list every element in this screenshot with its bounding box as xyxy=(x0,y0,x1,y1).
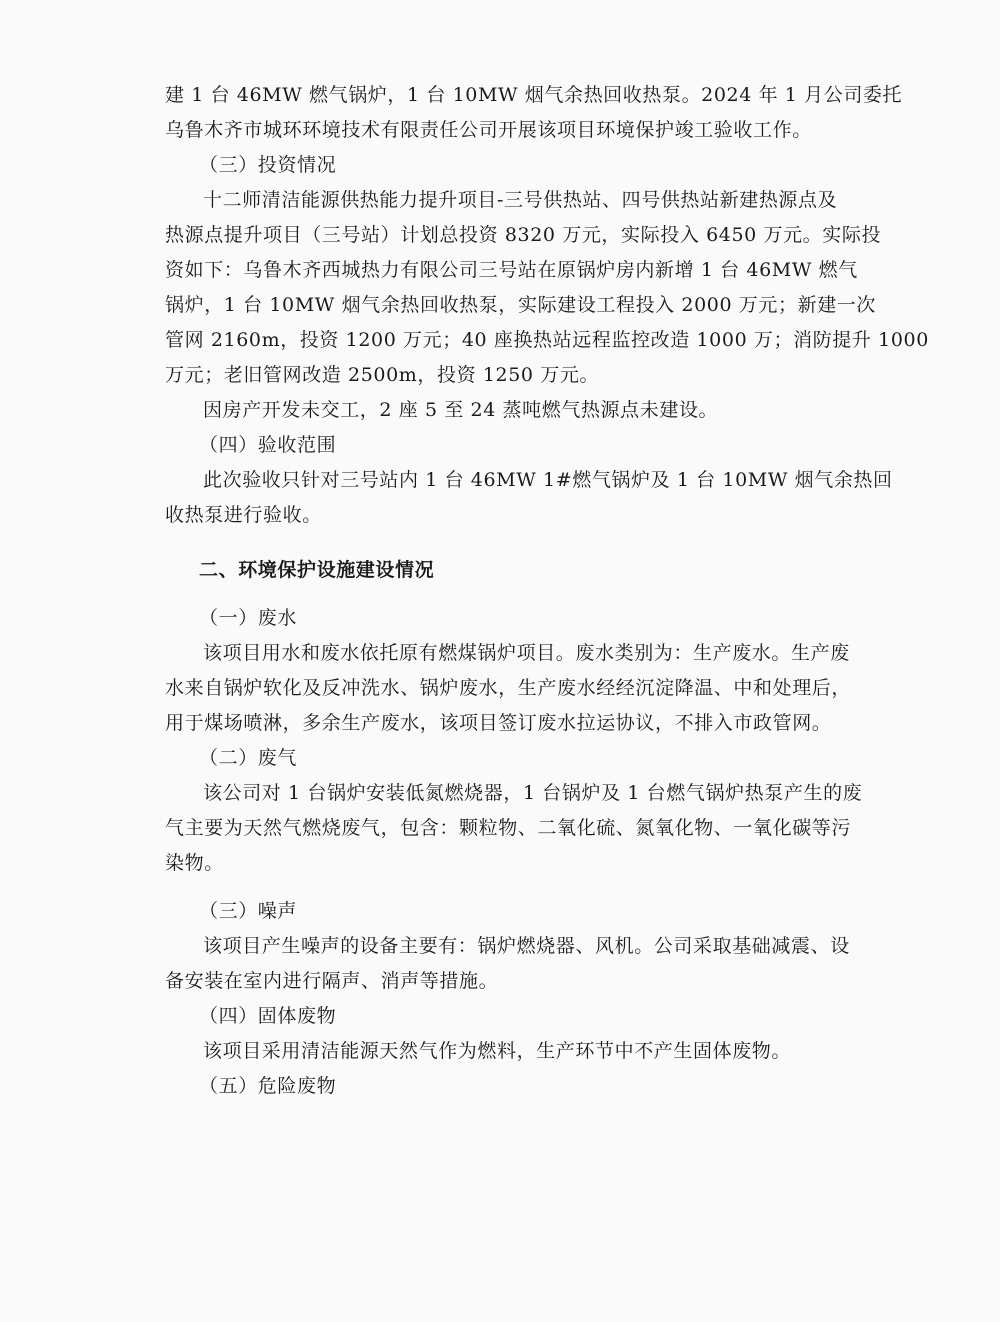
solid-waste-heading: （四）固体废物 xyxy=(199,1005,337,1027)
investment-line-2: 热源点提升项目（三号站）计划总投资 8320 万元，实际投入 6450 万元。实际投 xyxy=(165,224,882,246)
hazardous-waste-heading: （五）危险废物 xyxy=(199,1075,337,1097)
intro-line-1: 建 1 台 46MW 燃气锅炉，1 台 10MW 烟气余热回收热泵。2024 年 1 月公司委托 xyxy=(165,84,903,106)
wastewater-line-2: 水来自锅炉软化及反冲洗水、锅炉废水，生产废水经经沉淀降温、中和处理后， xyxy=(165,677,852,699)
waste-gas-heading: （二）废气 xyxy=(199,747,298,769)
scope-line-1: 此次验收只针对三号站内 1 台 46MW 1#燃气锅炉及 1 台 10MW 烟气余热回 xyxy=(203,469,893,491)
section-gap xyxy=(165,881,850,894)
section-gap xyxy=(165,533,850,553)
investment-note: 因房产开发未交工，2 座 5 至 24 蒸吨燃气热源点未建设。 xyxy=(203,399,719,421)
wastewater-line-3: 用于煤场喷淋，多余生产废水，该项目签订废水拉运协议，不排入市政管网。 xyxy=(165,712,832,734)
waste-gas-line-1: 该公司对 1 台锅炉安装低氮燃烧器，1 台锅炉及 1 台燃气锅炉热泵产生的废 xyxy=(203,782,863,804)
noise-line-1: 该项目产生噪声的设备主要有：锅炉燃烧器、风机。公司采取基础减震、设 xyxy=(203,935,850,957)
noise-line-2: 备安装在室内进行隔声、消声等措施。 xyxy=(165,970,499,992)
section-gap xyxy=(165,588,850,601)
wastewater-heading: （一）废水 xyxy=(199,607,298,629)
scope-heading: （四）验收范围 xyxy=(199,434,337,456)
intro-line-2: 乌鲁木齐市城环环境技术有限责任公司开展该项目环境保护竣工验收工作。 xyxy=(165,119,812,141)
solid-waste-line-1: 该项目采用清洁能源天然气作为燃料，生产环节中不产生固体废物。 xyxy=(203,1040,792,1062)
chapter-2-heading: 二、环境保护设施建设情况 xyxy=(199,559,435,581)
scope-line-2: 收热泵进行验收。 xyxy=(165,504,322,526)
noise-heading: （三）噪声 xyxy=(199,900,298,922)
investment-line-5: 管网 2160m，投资 1200 万元；40 座换热站远程监控改造 1000 万；消防提升 1000 xyxy=(165,329,929,351)
wastewater-line-1: 该项目用水和废水依托原有燃煤锅炉项目。废水类别为：生产废水。生产废 xyxy=(203,642,850,664)
investment-heading: （三）投资情况 xyxy=(199,154,337,176)
investment-line-1: 十二师清洁能源供热能力提升项目-三号供热站、四号供热站新建热源点及 xyxy=(203,189,838,211)
investment-line-6: 万元；老旧管网改造 2500m，投资 1250 万元。 xyxy=(165,364,600,386)
investment-line-4: 锅炉，1 台 10MW 烟气余热回收热泵，实际建设工程投入 2000 万元；新建一次 xyxy=(165,294,877,316)
waste-gas-line-3: 染物。 xyxy=(165,852,224,874)
investment-line-3: 资如下：乌鲁木齐西城热力有限公司三号站在原锅炉房内新增 1 台 46MW 燃气 xyxy=(165,259,858,281)
waste-gas-line-2: 气主要为天然气燃烧废气，包含：颗粒物、二氧化硫、氮氧化物、一氧化碳等污 xyxy=(165,817,852,839)
